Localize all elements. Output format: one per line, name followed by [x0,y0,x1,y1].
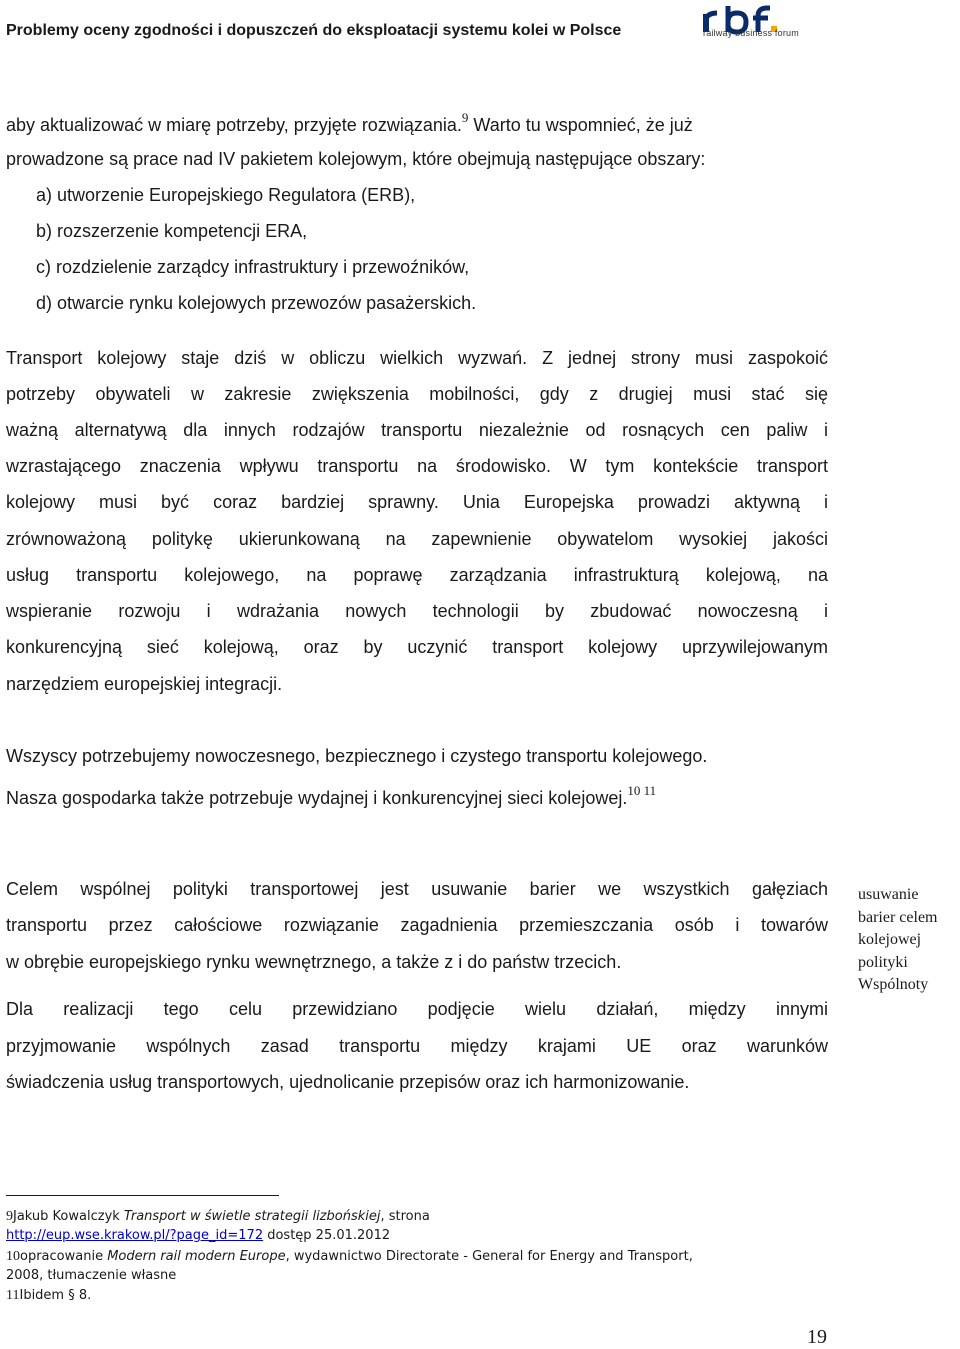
paragraph-line: transportu przez całościowe rozwiązanie zagadnienia przemieszczania osób i towarów [6,915,828,935]
paragraph-line: zrównoważoną politykę ukierunkowaną na zapewnienie obywatelom wysokiej jakości [6,529,828,549]
list-item: a) utworzenie Europejskiego Regulatora (ERB), [36,185,416,205]
list-item: d) otwarcie rynku kolejowych przewozów pasażerskich. [36,293,477,313]
paragraph-line: Transport kolejowy staje dziś w obliczu wielkich wyzwań. Z jednej strony musi zaspokoić [6,348,828,368]
paragraph-line: przyjmowanie wspólnych zasad transportu między krajami UE oraz warunków [6,1036,828,1056]
logo-subtitle: railway business forum [703,28,799,38]
footnote-number: 10 [6,1249,20,1264]
footnote-9-line2 [6,1228,390,1243]
footnote-number: 11 [6,1288,20,1303]
footnote-separator [6,1195,279,1196]
text-run: Nasza gospodarka także potrzebuje wydajnej i konkurencyjnej sieci kolejowej. [6,788,628,808]
footnote-ref-10-11: 10 11 [627,783,657,798]
paragraph-line: potrzeby obywateli w zakresie zwiększenia mobilności, gdy z drugiej musi stać się [6,384,828,404]
paragraph-line: Wszyscy potrzebujemy nowoczesnego, bezpiecznego i czystego transportu kolejowego. [6,746,708,766]
text-run: dostęp 25.01.2012 [263,1228,391,1243]
paragraph-line [6,110,693,136]
paragraph-line: kolejowy musi być coraz bardziej sprawny. Unia Europejska prowadzi aktywną i [6,492,828,512]
text-run: Jakub Kowalczyk [13,1209,124,1224]
text-run: , wydawnictwo Directorate - General for Energy and Transport, [285,1249,693,1264]
paragraph-line: świadczenia usług transportowych, ujednolicanie przepisów oraz ich harmonizowanie. [6,1072,690,1092]
paragraph-line: Celem wspólnej polityki transportowej jest usuwanie barier we wszystkich gałęziach [6,879,828,899]
footnote-10-line2: 2008, tłumaczenie własne [6,1268,177,1283]
paragraph-line: w obrębie europejskiego rynku wewnętrznego, a także z i do państw trzecich. [6,952,622,972]
text-run: Warto tu wspomnieć, że już [468,115,693,135]
list-item: c) rozdzielenie zarządcy infrastruktury i przewoźników, [36,257,470,277]
footnote-11 [6,1288,91,1304]
rbf-logo-icon [700,4,800,44]
footnote-9 [6,1209,430,1225]
list-item: b) rozszerzenie kompetencji ERA, [36,221,308,241]
paragraph-line [6,783,656,809]
paragraph-line: wspieranie rozwoju i wdrażania nowych technologii by zbudować nowoczesną i [6,601,828,621]
footnote-title: Transport w świetle strategii lizbońskiej [123,1209,381,1224]
footnote-ref-9: 9 [461,110,469,125]
footnote-link[interactable]: http://eup.wse.krakow.pl/?page_id=172 [6,1228,264,1243]
text-run: , strona [380,1209,430,1224]
paragraph-line: konkurencyjną sieć kolejową, oraz by uczynić transport kolejowy uprzywilejowanym [6,637,828,657]
paragraph-line: usług transportu kolejowego, na poprawę zarządzania infrastrukturą kolejową, na [6,565,828,585]
text-run: Ibidem § 8. [19,1288,92,1303]
paragraph-line: wzrastającego znaczenia wpływu transportu na środowisko. W tym kontekście transport [6,456,828,476]
text-run: opracowanie [20,1249,108,1264]
footnote-title: Modern rail modern Europe [107,1249,286,1264]
page-number: 19 [807,1326,827,1348]
footnote-number: 9 [6,1209,13,1224]
margin-note: usuwanie barier celem kolejowej polityki Wspólnoty [858,886,938,993]
paragraph-line: narzędziem europejskiej integracji. [6,674,283,694]
running-header-title: Problemy oceny zgodności i dopuszczeń do eksploatacji systemu kolei w Polsce [6,22,622,39]
paragraph-line: ważną alternatywą dla innych rodzajów transportu niezależnie od rosnących cen paliw i [6,420,828,440]
paragraph-line: Dla realizacji tego celu przewidziano podjęcie wielu działań, między innymi [6,999,828,1019]
text-run: aby aktualizować w miarę potrzeby, przyjęte rozwiązania. [6,115,462,135]
footnote-10 [6,1249,693,1265]
paragraph-line: prowadzone są prace nad IV pakietem kolejowym, które obejmują następujące obszary: [6,149,706,169]
